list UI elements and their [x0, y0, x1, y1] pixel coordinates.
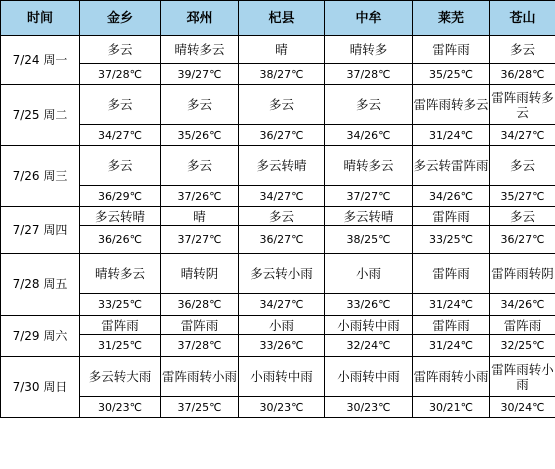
weather-cell: 雷阵雨转小雨	[490, 357, 555, 397]
weather-cell: 雷阵雨	[80, 316, 161, 335]
weather-cell: 雷阵雨转小雨	[413, 357, 490, 397]
weather-row	[1, 357, 555, 397]
temperature-cell: 36/26℃	[80, 226, 161, 254]
temperature-cell: 36/27℃	[490, 226, 555, 254]
temperature-cell: 30/23℃	[80, 397, 161, 418]
column-header-jinxiang: 金乡	[80, 1, 161, 36]
temperature-cell: 36/29℃	[80, 186, 161, 207]
weather-cell: 小雨	[239, 316, 325, 335]
weather-cell: 多云	[161, 85, 239, 125]
temperature-cell: 34/26℃	[490, 294, 555, 316]
weather-cell: 多云	[80, 36, 161, 64]
weather-cell: 晴转多云	[80, 254, 161, 294]
temperature-cell: 34/27℃	[490, 125, 555, 146]
temperature-cell: 37/27℃	[161, 226, 239, 254]
weather-cell: 小雨转中雨	[325, 357, 413, 397]
weather-cell: 雷阵雨转多云	[413, 85, 490, 125]
date-cell: 7/25 周二	[1, 85, 80, 146]
column-header-pizhou: 邳州	[161, 1, 239, 36]
temperature-cell: 37/28℃	[325, 64, 413, 85]
temperature-cell: 35/25℃	[413, 64, 490, 85]
temperature-cell: 37/25℃	[161, 397, 239, 418]
column-header-qixian: 杞县	[239, 1, 325, 36]
weather-row	[1, 85, 555, 125]
date-cell: 7/28 周五	[1, 254, 80, 316]
temperature-row	[1, 64, 555, 85]
temperature-row	[1, 226, 555, 254]
temperature-cell: 30/23℃	[325, 397, 413, 418]
column-header-zhongmou: 中牟	[325, 1, 413, 36]
column-header-time: 时间	[1, 1, 80, 36]
temperature-row	[1, 125, 555, 146]
temperature-cell: 33/25℃	[413, 226, 490, 254]
weather-cell: 晴	[239, 36, 325, 64]
temperature-cell: 31/24℃	[413, 294, 490, 316]
weather-cell: 雷阵雨	[413, 254, 490, 294]
weather-cell: 小雨转中雨	[239, 357, 325, 397]
temperature-cell: 30/24℃	[490, 397, 555, 418]
weather-row	[1, 207, 555, 226]
weather-cell: 雷阵雨转小雨	[161, 357, 239, 397]
weather-cell: 雷阵雨转阴	[490, 254, 555, 294]
weather-row	[1, 254, 555, 294]
weather-cell: 多云	[325, 85, 413, 125]
temperature-cell: 31/24℃	[413, 125, 490, 146]
date-cell: 7/29 周六	[1, 316, 80, 357]
temperature-cell: 30/21℃	[413, 397, 490, 418]
temperature-row	[1, 397, 555, 418]
weather-cell: 多云转小雨	[239, 254, 325, 294]
temperature-cell: 34/27℃	[80, 125, 161, 146]
temperature-cell: 34/26℃	[325, 125, 413, 146]
weather-cell: 晴转多云	[325, 146, 413, 186]
date-cell: 7/24 周一	[1, 36, 80, 85]
weather-cell: 多云转大雨	[80, 357, 161, 397]
weather-cell: 多云	[239, 207, 325, 226]
weather-cell: 多云转晴	[239, 146, 325, 186]
temperature-cell: 37/28℃	[80, 64, 161, 85]
temperature-cell: 37/26℃	[161, 186, 239, 207]
weather-cell: 多云	[161, 146, 239, 186]
weather-cell: 晴转阴	[161, 254, 239, 294]
temperature-cell: 33/26℃	[239, 335, 325, 357]
weather-cell: 小雨转中雨	[325, 316, 413, 335]
weather-cell: 雷阵雨	[413, 207, 490, 226]
weather-cell: 多云转晴	[80, 207, 161, 226]
temperature-cell: 32/24℃	[325, 335, 413, 357]
temperature-cell: 35/27℃	[490, 186, 555, 207]
weather-cell: 多云转雷阵雨	[413, 146, 490, 186]
temperature-cell: 38/25℃	[325, 226, 413, 254]
temperature-cell: 38/27℃	[239, 64, 325, 85]
column-header-laiwu: 莱芜	[413, 1, 490, 36]
weather-cell: 多云转晴	[325, 207, 413, 226]
weather-cell: 晴	[161, 207, 239, 226]
temperature-row	[1, 335, 555, 357]
temperature-cell: 30/23℃	[239, 397, 325, 418]
temperature-cell: 32/25℃	[490, 335, 555, 357]
date-cell: 7/30 周日	[1, 357, 80, 418]
weather-cell: 多云	[80, 146, 161, 186]
temperature-cell: 33/25℃	[80, 294, 161, 316]
weather-cell: 雷阵雨	[161, 316, 239, 335]
weather-cell: 雷阵雨	[413, 36, 490, 64]
weather-cell: 雷阵雨转多云	[490, 85, 555, 125]
temperature-cell: 39/27℃	[161, 64, 239, 85]
temperature-cell: 31/25℃	[80, 335, 161, 357]
weather-row	[1, 146, 555, 186]
weather-cell: 晴转多云	[161, 36, 239, 64]
column-header-cangshan: 苍山	[490, 1, 555, 36]
weather-cell: 小雨	[325, 254, 413, 294]
weather-cell: 雷阵雨	[490, 316, 555, 335]
date-cell: 7/26 周三	[1, 146, 80, 207]
temperature-cell: 34/27℃	[239, 294, 325, 316]
temperature-cell: 34/27℃	[239, 186, 325, 207]
weather-cell: 雷阵雨	[413, 316, 490, 335]
temperature-cell: 37/27℃	[325, 186, 413, 207]
temperature-cell: 36/28℃	[490, 64, 555, 85]
date-cell: 7/27 周四	[1, 207, 80, 254]
temperature-cell: 33/26℃	[325, 294, 413, 316]
weather-row	[1, 36, 555, 64]
temperature-cell: 36/27℃	[239, 125, 325, 146]
weather-cell: 晴转多	[325, 36, 413, 64]
header-row	[1, 1, 555, 36]
temperature-row	[1, 294, 555, 316]
weather-cell: 多云	[490, 36, 555, 64]
weather-cell: 多云	[490, 146, 555, 186]
weather-row	[1, 316, 555, 335]
weather-cell: 多云	[490, 207, 555, 226]
weather-cell: 多云	[80, 85, 161, 125]
weather-cell: 多云	[239, 85, 325, 125]
temperature-cell: 35/26℃	[161, 125, 239, 146]
temperature-cell: 34/26℃	[413, 186, 490, 207]
temperature-cell: 31/24℃	[413, 335, 490, 357]
temperature-cell: 36/28℃	[161, 294, 239, 316]
temperature-cell: 37/28℃	[161, 335, 239, 357]
temperature-row	[1, 186, 555, 207]
temperature-cell: 36/27℃	[239, 226, 325, 254]
